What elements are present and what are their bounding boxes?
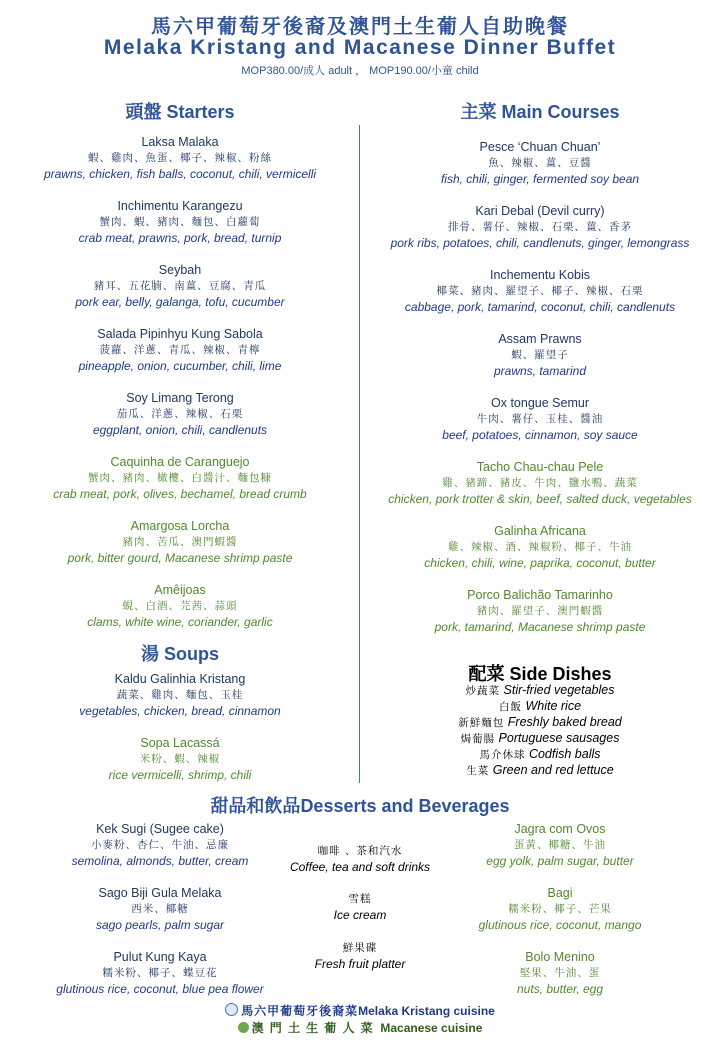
side-dish-en: Codfish balls	[528, 747, 601, 761]
dish-name: Porco Balichão Tamarinho	[467, 588, 613, 602]
dish-name: Bolo Menino	[525, 950, 595, 964]
dish-chinese-ingredients: 小麥粉、杏仁、牛油、忌廉	[91, 839, 229, 851]
dish-chinese-ingredients: 雞、豬蹄、豬皮、牛肉、鹽水鴨、蔬菜	[442, 477, 638, 489]
dish-chinese-ingredients: 糯米粉、椰子、蝶豆花	[102, 967, 218, 979]
starter-item	[0, 454, 360, 502]
dish-english-ingredients: clams, white wine, coriander, garlic	[87, 615, 273, 629]
dish-name: Kek Sugi (Sugee cake)	[96, 822, 224, 836]
dish-name: Ox tongue Semur	[491, 396, 589, 410]
dish-english-ingredients: vegetables, chicken, bread, cinnamon	[79, 704, 281, 718]
soups-heading-en: Soups	[164, 644, 220, 664]
soup-item	[0, 735, 360, 783]
beverage-en: Coffee, tea and soft drinks	[289, 860, 431, 874]
starter-item	[0, 390, 360, 438]
dish-name: Inchimentu Karangezu	[117, 199, 243, 213]
starter-item	[0, 518, 360, 566]
main-item	[360, 267, 720, 315]
side-dish-item	[360, 762, 720, 779]
dish-english-ingredients: pork, tamarind, Macanese shrimp paste	[434, 620, 646, 634]
dish-name: Jagra com Ovos	[514, 822, 606, 836]
starter-item	[0, 326, 360, 374]
dish-english-ingredients: rice vermicelli, shrimp, chili	[108, 768, 252, 782]
dish-chinese-ingredients: 排骨、薯仔、辣椒、石栗、薑、香茅	[448, 221, 632, 233]
dish-english-ingredients: prawns, tamarind	[493, 364, 587, 378]
mains-heading	[360, 98, 720, 124]
legend-macanese	[0, 1019, 720, 1036]
side-dish-item	[360, 682, 720, 699]
beverage-zh: 雪糕	[348, 893, 372, 905]
dish-chinese-ingredients: 蝦、雞肉、魚蛋、椰子、辣椒、粉絲	[88, 152, 272, 164]
dish-chinese-ingredients: 蜆、白酒、芫茜、蒜頭	[122, 600, 238, 612]
main-item	[360, 139, 720, 187]
side-dish-en: Stir-fried vegetables	[503, 683, 615, 697]
side-dish-zh: 焗葡腸	[460, 733, 496, 745]
dish-name: Laksa Malaka	[141, 135, 219, 149]
dish-name: Kari Debal (Devil curry)	[475, 204, 605, 218]
starter-item	[0, 262, 360, 310]
side-dish-item	[360, 730, 720, 747]
dish-english-ingredients: semolina, almonds, butter, cream	[71, 854, 249, 868]
dish-english-ingredients: chicken, pork trotter & skin, beef, salted duck, vegetables	[388, 492, 692, 506]
desserts-heading	[0, 792, 720, 818]
dessert-item	[400, 885, 720, 933]
main-item	[360, 203, 720, 251]
dish-english-ingredients: beef, potatoes, cinnamon, soy sauce	[442, 428, 638, 442]
dish-chinese-ingredients: 蟹肉、豬肉、橄欖、白醬汁、麵包糠	[88, 472, 272, 484]
legend-kristang	[0, 1002, 720, 1019]
soups-heading-zh: 湯	[140, 644, 159, 665]
dish-english-ingredients: chicken, chili, wine, paprika, coconut, butter	[424, 556, 656, 570]
dish-name: Inchementu Kobis	[489, 268, 591, 282]
dish-name: Soy Limang Terong	[126, 391, 234, 405]
dish-chinese-ingredients: 魚、辣椒、薑、豆醬	[488, 157, 592, 169]
side-dish-zh: 馬介休球	[479, 749, 526, 761]
mains-heading-en: Main Courses	[501, 102, 620, 122]
dish-english-ingredients: crab meat, pork, olives, bechamel, bread crumb	[53, 487, 307, 501]
beverage-en: Fresh fruit platter	[314, 957, 406, 971]
dish-name: Caquinha de Caranguejo	[110, 455, 250, 469]
dish-name: Amêijoas	[154, 583, 206, 597]
dish-name: Pesce ‘Chuan Chuan’	[479, 140, 601, 154]
dish-chinese-ingredients: 米粉、蝦、辣椒	[139, 753, 221, 765]
soups-heading	[0, 640, 360, 666]
dish-chinese-ingredients: 豬肉、苦瓜、澳門蝦醬	[122, 536, 238, 548]
dish-chinese-ingredients: 豬耳、五花腩、南薑、豆腐、青瓜	[93, 280, 267, 292]
dish-english-ingredients: eggplant, onion, chili, candlenuts	[92, 423, 268, 437]
starters-heading	[0, 98, 360, 124]
starters-heading-en: Starters	[166, 102, 235, 122]
mains-heading-zh: 主菜	[460, 102, 497, 123]
dish-chinese-ingredients: 蔬菜、雞肉、麵包、玉桂	[116, 689, 244, 701]
starters-heading-zh: 頭盤	[125, 102, 162, 123]
side-dish-zh: 白飯	[498, 701, 522, 713]
side-dish-en: Portuguese sausages	[498, 731, 620, 745]
dish-chinese-ingredients: 蟹肉、蝦、豬肉、麵包、白蘿蔔	[99, 216, 261, 228]
macanese-dot-icon	[238, 1022, 249, 1033]
kristang-dot-icon	[225, 1003, 238, 1016]
dish-chinese-ingredients: 牛肉、薯仔、玉桂、醬油	[476, 413, 604, 425]
dish-chinese-ingredients: 蝦、羅望子	[511, 349, 569, 361]
dish-chinese-ingredients: 豬肉、羅望子、澳門蝦醬	[476, 605, 604, 617]
dish-name: Sopa Lacassá	[140, 736, 220, 750]
dish-english-ingredients: fish, chili, ginger, fermented soy bean	[440, 172, 640, 186]
side-dish-item	[360, 714, 720, 731]
side-dish-en: Freshly baked bread	[507, 715, 622, 729]
menu-title-chinese: 馬六甲葡萄牙後裔及澳門土生葡人自助晚餐	[151, 14, 569, 38]
dish-chinese-ingredients: 雞、辣椒、酒、辣椒粉、椰子、牛油	[448, 541, 632, 553]
dish-name: Amargosa Lorcha	[130, 519, 230, 533]
dish-english-ingredients: glutinous rice, coconut, mango	[478, 918, 642, 932]
legend-kristang-en: Melaka Kristang cuisine	[358, 1004, 495, 1018]
side-dish-en: White rice	[525, 699, 582, 713]
dish-english-ingredients: sago pearls, palm sugar	[95, 918, 225, 932]
legend-macanese-zh: 澳 門 土 生 葡 人 菜	[251, 1021, 374, 1035]
starter-item	[0, 134, 360, 182]
dish-name: Pulut Kung Kaya	[113, 950, 207, 964]
beverage-zh: 咖啡 、茶和汽水	[317, 845, 403, 857]
dish-english-ingredients: crab meat, prawns, pork, bread, turnip	[78, 231, 282, 245]
side-dish-zh: 炒蔬菜	[465, 685, 501, 697]
main-item	[360, 523, 720, 571]
side-dish-zh: 新鮮麵包	[458, 717, 505, 729]
dessert-item	[400, 949, 720, 997]
dish-english-ingredients: egg yolk, palm sugar, butter	[486, 854, 634, 868]
dish-english-ingredients: prawns, chicken, fish balls, coconut, chili, vermicelli	[43, 167, 317, 181]
soup-item	[0, 671, 360, 719]
dish-chinese-ingredients: 堅果、牛油、蛋	[519, 967, 601, 979]
main-item	[360, 395, 720, 443]
main-item	[360, 331, 720, 379]
dish-english-ingredients: glutinous rice, coconut, blue pea flower	[56, 982, 264, 996]
main-item	[360, 587, 720, 635]
dish-chinese-ingredients: 糯米粉、椰子、芒果	[508, 903, 612, 915]
side-dish-item	[360, 698, 720, 715]
desserts-heading-zh: 甜品和飲品	[210, 796, 301, 817]
dish-name: Kaldu Galinhia Kristang	[114, 672, 246, 686]
dish-name: Seybah	[158, 263, 202, 277]
starter-item	[0, 198, 360, 246]
dessert-item	[400, 821, 720, 869]
price-line: MOP380.00/成人 adult ， MOP190.00/小童 child	[241, 65, 479, 77]
dish-english-ingredients: pork ribs, potatoes, chili, candlenuts, ginger, lemongrass	[390, 236, 690, 250]
side-dish-item	[360, 746, 720, 763]
dish-name: Assam Prawns	[498, 332, 582, 346]
side-dishes-heading-zh: 配菜	[468, 664, 505, 685]
dish-name: Sago Biji Gula Melaka	[98, 886, 222, 900]
main-item	[360, 459, 720, 507]
beverage-zh: 鮮果碟	[342, 942, 378, 954]
dish-chinese-ingredients: 蛋黃、椰糖、牛油	[514, 839, 606, 851]
side-dishes-heading-en: Side Dishes	[509, 664, 612, 684]
dish-name: Galinha Africana	[494, 524, 586, 538]
dish-chinese-ingredients: 茄瓜、洋蔥、辣椒、石栗	[116, 408, 244, 420]
dish-name: Tacho Chau-chau Pele	[476, 460, 604, 474]
menu-title-english: Melaka Kristang and Macanese Dinner Buffet	[103, 36, 617, 59]
dish-name: Bagi	[547, 886, 573, 900]
beverage-en: Ice cream	[333, 908, 387, 922]
side-dish-zh: 生菜	[466, 765, 490, 777]
dish-english-ingredients: pineapple, onion, cucumber, chili, lime	[78, 359, 282, 373]
dish-chinese-ingredients: 西米、椰糖	[131, 903, 189, 915]
legend-kristang-zh: 馬六甲葡萄牙後裔菜	[241, 1004, 359, 1018]
dish-english-ingredients: pork, bitter gourd, Macanese shrimp paste	[67, 551, 293, 565]
dish-chinese-ingredients: 椰菜、豬肉、羅望子、椰子、辣椒、石栗	[436, 285, 644, 297]
starter-item	[0, 582, 360, 630]
dish-english-ingredients: pork ear, belly, galanga, tofu, cucumber	[75, 295, 285, 309]
dish-name: Salada Pipinhyu Kung Sabola	[97, 327, 263, 341]
dish-english-ingredients: cabbage, pork, tamarind, coconut, chili, candlenuts	[404, 300, 676, 314]
side-dish-en: Green and red lettuce	[492, 763, 614, 777]
desserts-heading-en: Desserts and Beverages	[300, 796, 510, 816]
dish-english-ingredients: nuts, butter, egg	[516, 982, 604, 996]
legend-macanese-en: Macanese cuisine	[380, 1021, 483, 1035]
dish-chinese-ingredients: 菠蘿、洋蔥、青瓜、辣椒、青檸	[99, 344, 261, 356]
